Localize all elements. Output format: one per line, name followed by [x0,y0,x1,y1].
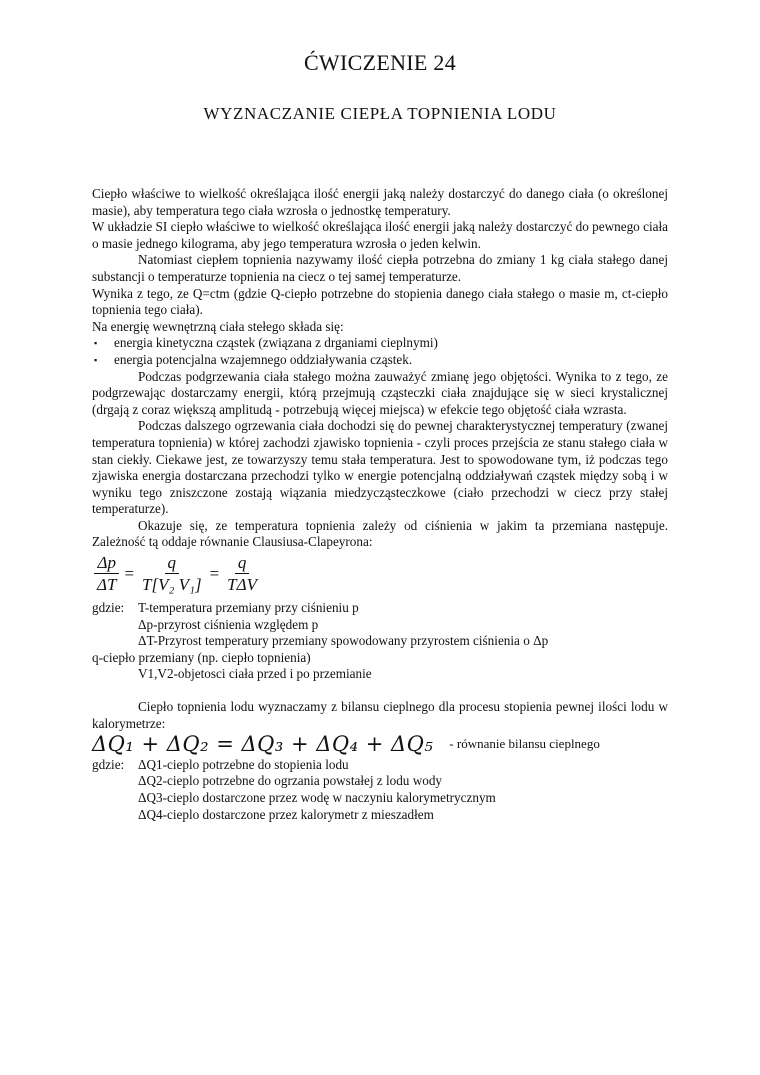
fraction-numerator: q [165,553,180,574]
paragraph-heating: Podczas podgrzewania ciała stałego można zauważyć zmianę jego objętości. Wynika to z tego, ze podgrzewając dostarczamy energii, którą przejmują cząsteczki ciała znajdujące się w sieci krystalicznej (drgają z coraz większą amplitudą - potrzebują więcej miejsca) w efekcie tego objętość ciała wzrasta. [92,368,668,417]
fraction-rhs [224,553,260,596]
fraction-numerator: q [235,553,250,574]
definition-row: ΔQ3-cieplo dostarczone przez wodę w naczyniu kalorymetrycznym [138,790,496,805]
fraction-denominator: ΔT [97,575,117,595]
list-item: ▪ energia kinetyczna cząstek (związana z drganiami cieplnymi) [92,335,668,352]
document-body [92,186,668,823]
paragraph-formula: Wynika z tego, ze Q=ctm (gdzie Q-ciepło potrzebne do stopienia danego ciała stałego o masie m, ct-ciepło topnienia tego ciała). [92,285,668,318]
definition-row: ΔQ1-cieplo potrzebne do stopienia lodu [138,756,349,772]
page-title: ĆWICZENIE 24 [303,50,457,75]
list-item: ▪ energia potencjalna wzajemnego oddziaływania cząstek. [92,352,668,369]
paragraph-internal-energy: Na energię wewnętrzną ciała stełego składa się: [92,318,344,334]
definitions-balance [92,757,668,823]
fraction-numerator: Δp [94,553,118,574]
paragraph-heat-of-fusion: Natomiast ciepłem topnienia nazywamy ilość ciepła potrzebna do zmiany 1 kg ciała stałego danej substancji o temperaturze topnienia na ciecz o tej samej temperaturze. [92,252,668,284]
definition-row: ΔQ4-cieplo dostarczone przez kalorymetr z mieszadłem [138,806,434,822]
heat-balance-equation [92,732,668,757]
definition-row: V1,V2-objetosci ciała przed i po przemianie [138,666,372,682]
balance-note: - równanie bilansu cieplnego [449,736,600,752]
balance-formula: ΔQ₁ + ΔQ₂ = ΔQ₃ + ΔQ₄ + ΔQ₅ [92,732,434,757]
fraction-middle [139,553,205,596]
definition-row: T-temperatura przemiany przy ciśnieniu p [138,600,359,616]
equals-sign: = [124,564,135,584]
fraction-denominator: T[V₂ V₁] [142,575,202,595]
definition-row: ΔQ2-cieplo potrzebne do ogrzania powstałej z lodu wody [138,773,443,789]
paragraph-melting: Podczas dalszego ogrzewania ciała dochodzi się do pewnej charakterystycznej temperatury (zwanej temperatura topnienia) w której zachodzi zjawisko topnienia - czyli proces przejścia ze stanu stałego ciała w stan ciekły. Ciekawe jest, ze towarzyszy temu stała temperatura. Jest to spowodowane tym, iż podczas tego zjawiska energia dostarczana przechodzi tylko w energie potencjalną oddziaływań cząstek między sobą i w wyniku tego zniszczone zostają wiązania miedzycząsteczkowe (ciało przechodzi w ciecz przy stałej temperaturze). [92,418,668,517]
paragraph-heat-balance: Ciepło topnienia lodu wyznaczamy z bilansu cieplnego dla procesu stopienia pewnej ilości lodu w kalorymetrze: [92,699,668,731]
page-subtitle: WYZNACZANIE CIEPŁA TOPNIENIA LODU [203,104,557,123]
definitions-clapeyron [92,600,668,650]
paragraph-si-definition: W układzie SI ciepło właściwe to wielkość określająca ilość energii jaką należy dostarczyć do pewnego ciała o masie jednego kilograma, aby jego temperatura wzrosła o jeden kelwin. [92,219,668,251]
clausius-clapeyron-equation [94,553,668,596]
equals-sign: = [209,564,220,584]
paragraph-specific-heat: Ciepło właściwe to wielkość określająca ilość energii jaką należy dostarczyć do danego ciała (o określonej masie), aby temperatura tego ciała wzrosła o jednostkę temperatury. [92,186,668,218]
gdzie-label: gdzie: [92,600,125,616]
definition-row: q-ciepło przemiany (np. ciepło topnienia) [92,649,311,665]
fraction-denominator: TΔV [227,575,257,595]
paragraph-pressure: Okazuje się, ze temperatura topnienia zależy od ciśnienia w jakim ta przemiana następuje. Zależność tą oddaje równanie Clausiusa-Clapeyrona: [92,517,668,550]
fraction-lhs [94,553,119,596]
definition-row: ΔT-Przyrost temperatury przemiany spowodowany przyrostem ciśnienia o Δp [138,633,549,649]
gdzie-label: gdzie: [92,756,125,772]
definition-row: Δp-przyrost ciśnienia względem p [138,616,319,632]
energy-list [92,335,668,368]
